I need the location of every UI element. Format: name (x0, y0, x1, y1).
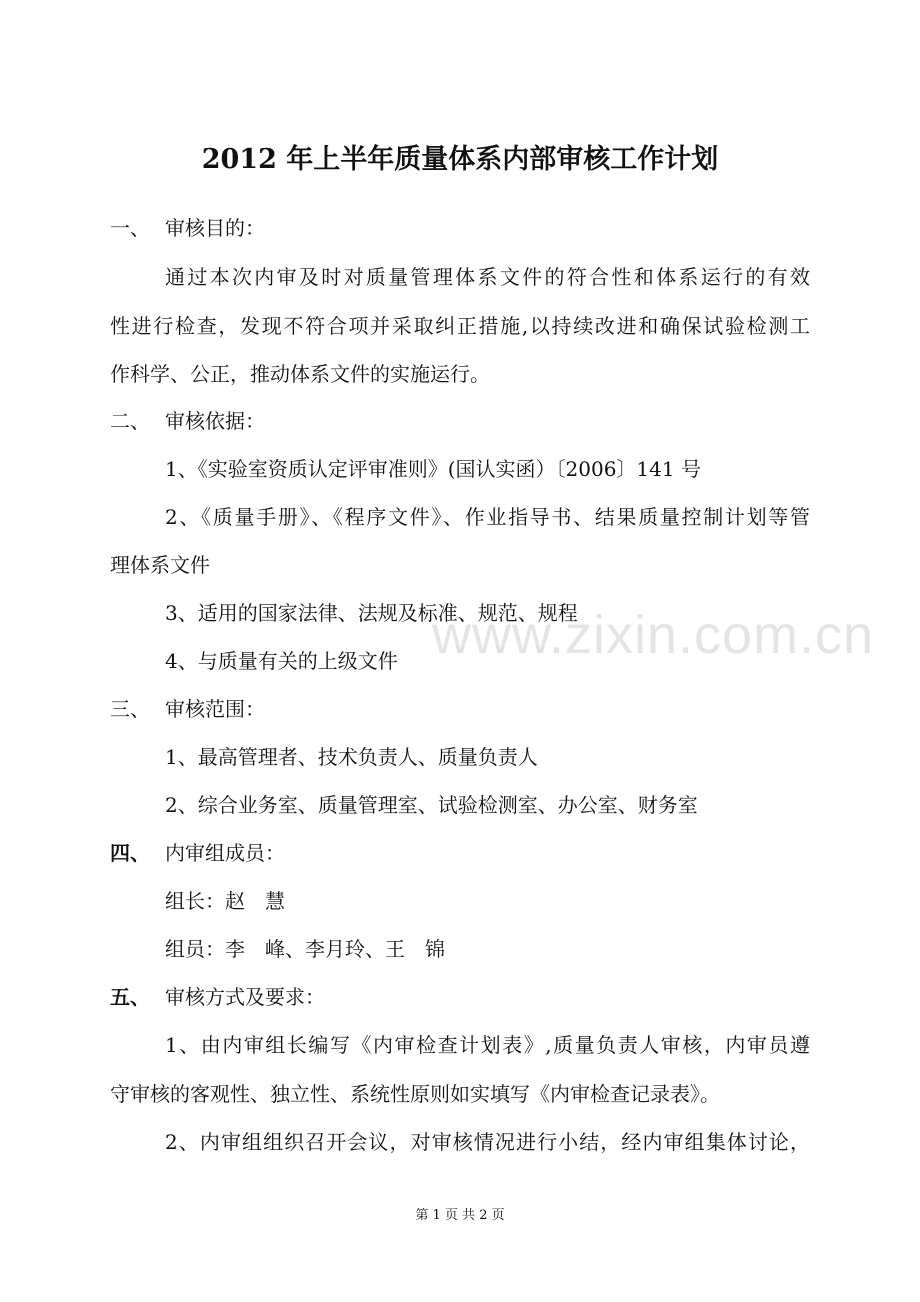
section-3-title: 审核范围： (165, 697, 265, 721)
basis-item-2-line-2: 理体系文件 (110, 553, 210, 577)
section-4-title: 内审组成员： (165, 841, 285, 865)
document-title: 2012 年上半年质量体系内部审核工作计划 (201, 144, 719, 175)
scope-item-1: 1、最高管理者、技术负责人、质量负责人 (165, 745, 538, 769)
basis-item-4: 4、与质量有关的上级文件 (165, 649, 398, 673)
section-5-title: 审核方式及要求： (165, 985, 325, 1009)
method-item-1-line-1: 1、由内审组长编写《内审检查计划表》,质量负责人审核，内审员遵 (165, 1033, 810, 1057)
purpose-line-1: 通过本次内审及时对质量管理体系文件的符合性和体系运行的有效 (165, 265, 810, 289)
section-2-title: 审核依据： (165, 409, 265, 433)
purpose-line-3: 作科学、公正，推动体系文件的实施运行。 (110, 362, 490, 386)
basis-item-3: 3、适用的国家法律、法规及标准、规范、规程 (165, 601, 578, 625)
team-leader: 组长：赵 慧 (165, 889, 285, 913)
section-1-title: 审核目的： (165, 216, 265, 240)
section-4-number: 四、 (110, 841, 150, 865)
method-item-1-line-2: 守审核的客观性、独立性、系统性原则如实填写《内审检查记录表》。 (110, 1082, 720, 1106)
section-3-number: 三、 (110, 697, 150, 721)
purpose-line-2: 性进行检查，发现不符合项并采取纠正措施,以持续改进和确保试验检测工 (110, 314, 810, 338)
section-2-number: 二、 (110, 409, 150, 433)
team-members: 组员：李 峰、李月玲、王 锦 (165, 937, 445, 961)
scope-item-2: 2、综合业务室、质量管理室、试验检测室、办公室、财务室 (165, 793, 698, 817)
section-5-number: 五、 (110, 985, 150, 1009)
section-1-number: 一、 (110, 216, 150, 240)
method-item-2-line-1: 2、内审组组织召开会议，对审核情况进行小结，经内审组集体讨论， (165, 1130, 810, 1154)
watermark: www.zixin.com.cn (432, 605, 875, 665)
basis-item-2-line-1: 2、《质量手册》、《程序文件》、作业指导书、结果质量控制计划等管 (165, 505, 810, 529)
page-footer: 第 1 页 共 2 页 (415, 1208, 505, 1223)
basis-item-1: 1、《实验室资质认定评审准则》(国认实函）〔2006〕141 号 (165, 457, 701, 481)
